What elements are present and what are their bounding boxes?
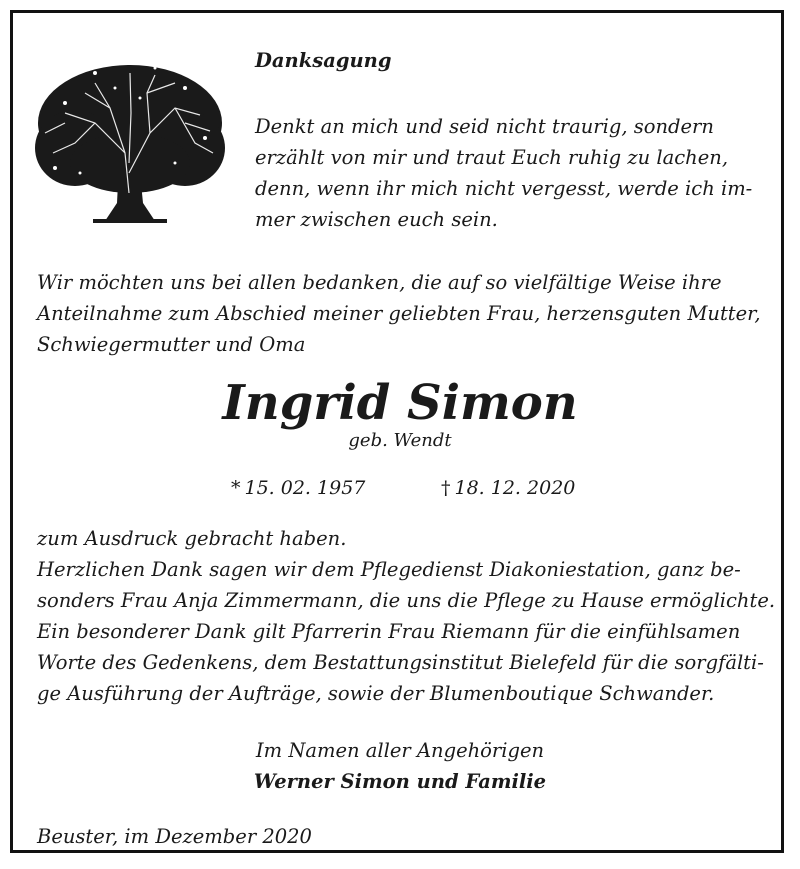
thanks-line: ge Ausführung der Aufträge, sowie der Blumenboutique Schwander. (37, 682, 715, 705)
death-symbol: † (441, 477, 451, 499)
intro-line: Schwiegermutter und Oma (37, 333, 306, 356)
death-date-line (441, 473, 575, 504)
birth-date: 15. 02. 1957 (244, 477, 366, 499)
tree-icon (35, 53, 225, 229)
poem (255, 111, 779, 235)
birth-symbol: * (231, 477, 241, 499)
obituary-frame (10, 10, 784, 853)
poem-line: mer zwischen euch sein. (255, 208, 498, 231)
thanks-line: zum Ausdruck gebracht haben. (37, 527, 347, 550)
birth-name: geb. Wendt (348, 430, 452, 451)
poem-line: denn, wenn ihr mich nicht vergesst, werde ich im- (255, 177, 753, 200)
thanks-line: Herzlichen Dank sagen wir dem Pflegedienst Diakoniestation, ganz be- (37, 558, 741, 581)
thanks-paragraph (37, 523, 779, 709)
intro-line: Wir möchten uns bei allen bedanken, die auf so vielfältige Weise ihre (37, 271, 722, 294)
thanks-line: Worte des Gedenkens, dem Bestattungsinstitut Bielefeld für die sorgfälti- (37, 651, 764, 674)
poem-line: Denkt an mich und seid nicht traurig, sondern (255, 115, 714, 138)
death-date: 18. 12. 2020 (454, 477, 576, 499)
family-signature: Werner Simon und Familie (253, 770, 547, 793)
poem-line: erzählt von mir und traut Euch ruhig zu lachen, (255, 146, 729, 169)
thanks-line: Ein besonderer Dank gilt Pfarrerin Frau Riemann für die einfühlsamen (37, 620, 741, 643)
notice-heading: Danksagung (255, 49, 392, 72)
thanks-line: sonders Frau Anja Zimmermann, die uns die Pflege zu Hause ermöglichte. (37, 589, 776, 612)
place-date: Beuster, im Dezember 2020 (37, 825, 312, 848)
intro-paragraph (37, 267, 779, 360)
closing-line: Im Namen aller Angehörigen (255, 739, 545, 762)
birth-date-line (231, 473, 365, 504)
deceased-name: Ingrid Simon (222, 375, 578, 431)
intro-line: Anteilnahme zum Abschied meiner geliebten Frau, herzensguten Mutter, (37, 302, 761, 325)
